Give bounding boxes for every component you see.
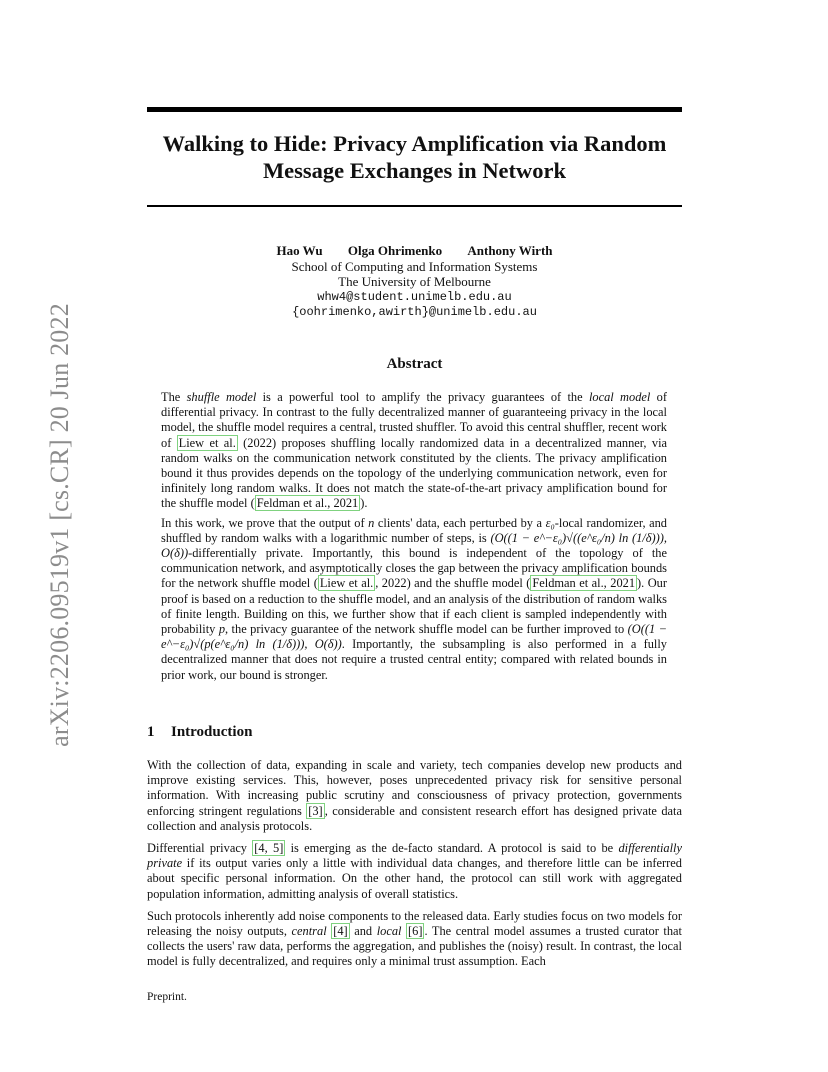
- math-bound: (O((1 − e^−ε₀)√((e^ε₀/n) ln (1/δ))), O(δ)): [161, 530, 667, 561]
- arxiv-stamp-text: arXiv:2206.09519v1 [cs.CR] 20 Jun 2022: [45, 303, 74, 747]
- text: In this work, we prove that the output of: [161, 515, 369, 530]
- text: if its output varies only a little with individual data changes, and therefore little can be inferred about specific personal information. On the other hand, the protocol can still work with aggregated population information, admitting analysis of overall statistics.: [147, 856, 682, 901]
- text: , the privacy guarantee of the network shuffle model can be further improved to: [225, 622, 628, 637]
- text: is a powerful tool to amplify the privacy guarantees of the: [256, 390, 589, 404]
- emphasis: local: [376, 924, 402, 939]
- title-top-rule: [147, 107, 682, 112]
- reference-link[interactable]: [4]: [333, 924, 348, 939]
- section-number: 1: [147, 724, 155, 740]
- email-2: {oohrimenko,awirth}@unimelb.edu.au: [292, 305, 537, 319]
- text: The: [161, 390, 187, 404]
- footer-note: Preprint.: [147, 991, 187, 1003]
- intro-body: [147, 758, 682, 977]
- citation-link[interactable]: Liew et al.: [319, 576, 374, 591]
- text: is emerging as the de-facto standard. A protocol is said to be: [285, 841, 619, 856]
- text: and: [349, 924, 377, 939]
- intro-paragraph-1: [147, 758, 682, 834]
- arxiv-stamp: [42, 290, 78, 760]
- text: -local randomizer, and shuffled by random walks with a logarithmic number of steps, is: [161, 515, 668, 545]
- text: With the collection of data, expanding in scale and variety, tech companies develop new products and improve existing services. This, however, poses unprecedented privacy risk for sensitive personal information. With increasing public scrutiny and consciousness of privacy protection, governments enforcing stringent regulations: [147, 758, 682, 818]
- math-bound: (O((1 − e^−ε₀)√(p(e^ε₀/n) ln (1/δ))), O(δ)): [161, 622, 667, 652]
- text: , considerable and consistent research effort has designed private data collection and analysis protocols.: [147, 803, 682, 833]
- text: Such protocols inherently add noise components to the released data. Early studies focus on two models for releasing the noisy outputs,: [147, 908, 682, 939]
- emphasis: central: [291, 924, 327, 939]
- text: -differentially private. Importantly, this bound is independent of the topology of the communication network, and asymptotically closes the gap between the privacy amplification bounds for the network shuffle model (: [161, 546, 667, 591]
- title-bottom-rule: [147, 205, 682, 207]
- text: ). Our proof is based on a reduction to the shuffle model, and an analysis of the distribution of random walks of finite length. Building on this, we further show that if each client is sampled independently with probability: [161, 576, 667, 637]
- math: p: [218, 622, 226, 637]
- text: of differential privacy. In contrast to the fully decentralized manner of guaranteeing privacy in the local model, the shuffle model requires a central, trusted shuffler. To avoid this central shuffler, recent work of: [161, 390, 667, 450]
- text: (2022) proposes shuffling locally randomized data in a decentralized manner, via random walks on the communication network constituted by the clients. The privacy amplification bound it thus provides depends on the topology of the underlying communication network, even for infinitely long random walks. It does not match the state-of-the-art privacy amplification bound for the shuffle model (: [161, 435, 668, 511]
- paper-title: [147, 130, 682, 184]
- emphasis: local model: [588, 390, 651, 404]
- math: ε₀: [545, 515, 555, 530]
- math: n: [368, 515, 375, 530]
- university: The University of Melbourne: [338, 274, 491, 289]
- text: . The central model assumes a trusted curator that collects the users' raw data, performs the aggregation, and publishes the (noisy) result. In contrast, the local model is fully decentralized, and requires only a minimal trust assumption. Each: [147, 924, 682, 969]
- text: , 2022) and the shuffle model (: [375, 576, 531, 591]
- author-names: [147, 243, 682, 259]
- author-name: Anthony Wirth: [467, 243, 553, 258]
- intro-paragraph-3: [147, 909, 682, 970]
- author-name: Olga Ohrimenko: [347, 243, 443, 258]
- abstract-body: [161, 390, 667, 687]
- text: clients' data, each perturbed by a: [374, 515, 546, 530]
- title-line-2: Message Exchanges in Network: [262, 158, 567, 183]
- emphasis: shuffle model: [186, 390, 257, 404]
- citation-link[interactable]: Liew et al.: [178, 435, 236, 450]
- reference-link[interactable]: [3]: [308, 803, 323, 818]
- abstract-paragraph-2: [161, 516, 667, 683]
- intro-paragraph-2: [147, 841, 682, 902]
- text: Differential privacy: [147, 841, 253, 856]
- section-heading: [147, 724, 252, 741]
- email-1: whw4@student.unimelb.edu.au: [317, 289, 512, 304]
- citation-link[interactable]: Feldman et al., 2021: [256, 496, 359, 511]
- author-name: Hao Wu: [276, 243, 323, 258]
- citation-link[interactable]: Feldman et al., 2021: [532, 576, 636, 591]
- text: ).: [360, 496, 368, 511]
- text: . Importantly, the subsampling is also performed in a fully decentralized manner that does not require a trusted central entity; compared with related bounds in prior work, our bound is stronger.: [161, 637, 667, 682]
- emphasis: differentially private: [147, 841, 682, 871]
- author-block: [147, 243, 682, 321]
- section-title: Introduction: [171, 724, 253, 740]
- abstract-heading: Abstract: [386, 356, 443, 372]
- reference-link[interactable]: [4, 5]: [254, 841, 284, 856]
- title-line-1: Walking to Hide: Privacy Amplification via Random: [162, 131, 667, 156]
- affiliation: School of Computing and Information Systems: [291, 258, 538, 274]
- reference-link[interactable]: [6]: [408, 924, 423, 939]
- abstract-paragraph-1: [161, 390, 667, 512]
